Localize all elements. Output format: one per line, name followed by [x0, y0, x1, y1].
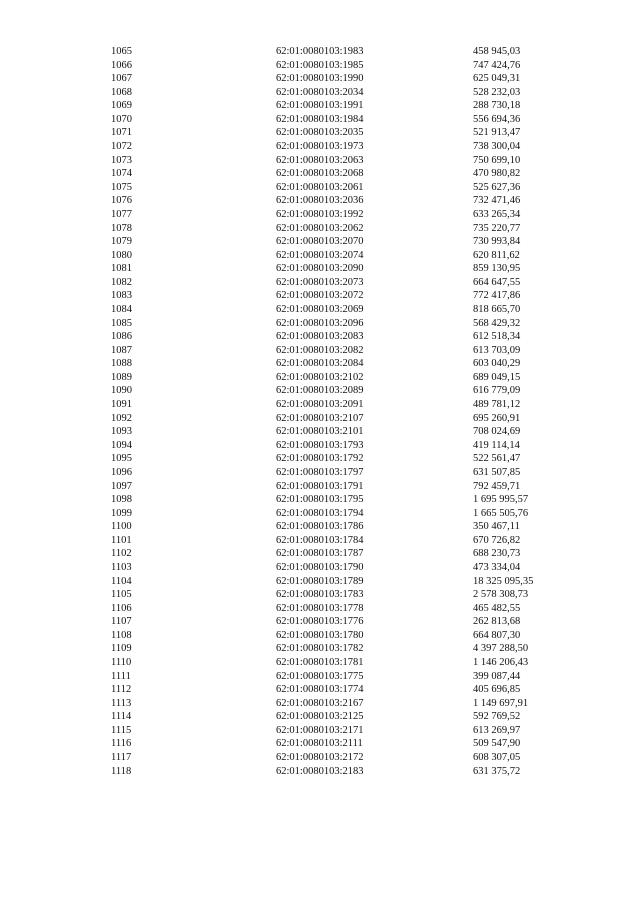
cadastral-number: 62:01:0080103:2072: [276, 290, 364, 302]
cadastral-value: 613 703,09: [473, 344, 521, 356]
table-row: [0, 575, 640, 589]
table-row: [0, 629, 640, 643]
cadastral-number: 62:01:0080103:2074: [276, 249, 364, 261]
cadastral-number: 62:01:0080103:2061: [276, 181, 364, 193]
table-row: [0, 520, 640, 534]
cadastral-value: 525 627,36: [473, 181, 521, 193]
table-row: [0, 222, 640, 236]
cadastral-value: 747 424,76: [473, 59, 521, 71]
row-number: 1073: [111, 154, 132, 166]
row-number: 1104: [111, 575, 132, 587]
table-row: [0, 561, 640, 575]
table-row: [0, 249, 640, 263]
table-row: [0, 466, 640, 480]
cadastral-value: 772 417,86: [473, 290, 521, 302]
cadastral-value: 612 518,34: [473, 331, 521, 343]
row-number: 1094: [111, 439, 132, 451]
table-row: [0, 167, 640, 181]
cadastral-value: 2 578 308,73: [473, 589, 529, 601]
cadastral-number: 62:01:0080103:1795: [276, 494, 364, 506]
row-number: 1086: [111, 331, 132, 343]
row-number: 1109: [111, 643, 132, 655]
row-number: 1088: [111, 358, 132, 370]
row-number: 1100: [111, 521, 132, 533]
cadastral-value: 4 397 288,50: [473, 643, 529, 655]
cadastral-value: 489 781,12: [473, 399, 521, 411]
row-number: 1095: [111, 453, 132, 465]
row-number: 1078: [111, 222, 132, 234]
row-number: 1112: [111, 684, 132, 696]
table-row: [0, 534, 640, 548]
row-number: 1102: [111, 548, 132, 560]
cadastral-value: 708 024,69: [473, 426, 521, 438]
row-number: 1081: [111, 263, 132, 275]
cadastral-value: 859 130,95: [473, 263, 521, 275]
row-number: 1065: [111, 46, 132, 57]
cadastral-value: 1 695 995,57: [473, 494, 529, 506]
table-row: [0, 398, 640, 412]
cadastral-value: 688 230,73: [473, 548, 521, 560]
cadastral-number: 62:01:0080103:2082: [276, 344, 364, 356]
cadastral-number: 62:01:0080103:1973: [276, 141, 364, 153]
cadastral-value: 616 779,09: [473, 385, 521, 397]
cadastral-number: 62:01:0080103:2083: [276, 331, 364, 343]
table-row: [0, 602, 640, 616]
cadastral-value: 695 260,91: [473, 412, 521, 424]
cadastral-value: 689 049,15: [473, 371, 521, 383]
row-number: 1071: [111, 127, 132, 139]
cadastral-number: 62:01:0080103:1776: [276, 616, 364, 628]
cadastral-number: 62:01:0080103:1791: [276, 480, 364, 492]
row-number: 1083: [111, 290, 132, 302]
cadastral-number: 62:01:0080103:2069: [276, 303, 364, 315]
row-number: 1074: [111, 168, 132, 180]
table-row: [0, 99, 640, 113]
table-row: [0, 480, 640, 494]
table-row: [0, 45, 640, 59]
cadastral-value: 664 647,55: [473, 276, 521, 288]
cadastral-value: 735 220,77: [473, 222, 521, 234]
cadastral-value: 750 699,10: [473, 154, 521, 166]
cadastral-value: 620 811,62: [473, 249, 520, 261]
cadastral-number: 62:01:0080103:1775: [276, 670, 364, 682]
cadastral-value: 528 232,03: [473, 86, 521, 98]
table-row: [0, 344, 640, 358]
table-row: [0, 317, 640, 331]
cadastral-value: 18 325 095,35: [473, 575, 534, 587]
table-row: [0, 724, 640, 738]
table-row: [0, 86, 640, 100]
cadastral-number: 62:01:0080103:1797: [276, 466, 364, 478]
table-row: [0, 751, 640, 765]
cadastral-value: 730 993,84: [473, 236, 521, 248]
cadastral-value: 262 813,68: [473, 616, 521, 628]
table-row: [0, 330, 640, 344]
row-number: 1082: [111, 276, 132, 288]
cadastral-number: 62:01:0080103:1992: [276, 208, 364, 220]
cadastral-value: 1 665 505,76: [473, 507, 529, 519]
cadastral-number: 62:01:0080103:1780: [276, 629, 364, 641]
cadastral-number: 62:01:0080103:1784: [276, 534, 364, 546]
cadastral-value: 608 307,05: [473, 752, 521, 764]
cadastral-number: 62:01:0080103:1783: [276, 589, 364, 601]
cadastral-value: 613 269,97: [473, 724, 521, 736]
row-number: 1069: [111, 100, 132, 112]
row-number: 1087: [111, 344, 132, 356]
cadastral-number: 62:01:0080103:1786: [276, 521, 364, 533]
row-number: 1099: [111, 507, 132, 519]
table-row: [0, 59, 640, 73]
row-number: 1093: [111, 426, 132, 438]
cadastral-number: 62:01:0080103:1990: [276, 73, 364, 85]
cadastral-number: 62:01:0080103:2035: [276, 127, 364, 139]
table-row: [0, 357, 640, 371]
row-number: 1108: [111, 629, 132, 641]
table-row: [0, 656, 640, 670]
cadastral-number: 62:01:0080103:1789: [276, 575, 364, 587]
cadastral-number: 62:01:0080103:2089: [276, 385, 364, 397]
cadastral-value: 631 507,85: [473, 466, 521, 478]
cadastral-value: 568 429,32: [473, 317, 521, 329]
cadastral-number: 62:01:0080103:2167: [276, 697, 364, 709]
table-row: [0, 140, 640, 154]
row-number: 1117: [111, 752, 132, 764]
cadastral-number: 62:01:0080103:2096: [276, 317, 364, 329]
cadastral-number: 62:01:0080103:2125: [276, 711, 364, 723]
table-row: [0, 235, 640, 249]
cadastral-number: 62:01:0080103:2107: [276, 412, 364, 424]
table-row: [0, 425, 640, 439]
row-number: 1080: [111, 249, 132, 261]
row-number: 1077: [111, 208, 132, 220]
row-number: 1114: [111, 711, 132, 723]
cadastral-value: 419 114,14: [473, 439, 520, 451]
row-number: 1079: [111, 236, 132, 248]
cadastral-number: 62:01:0080103:1787: [276, 548, 364, 560]
cadastral-number: 62:01:0080103:2171: [276, 724, 364, 736]
cadastral-value: 792 459,71: [473, 480, 521, 492]
cadastral-value: 473 334,04: [473, 561, 521, 573]
cadastral-number: 62:01:0080103:1792: [276, 453, 364, 465]
cadastral-value: 603 040,29: [473, 358, 521, 370]
cadastral-value: 288 730,18: [473, 100, 521, 112]
table-row: [0, 262, 640, 276]
cadastral-number: 62:01:0080103:1991: [276, 100, 364, 112]
row-number: 1118: [111, 765, 132, 777]
cadastral-value: 556 694,36: [473, 113, 521, 125]
row-number: 1067: [111, 73, 132, 85]
table-row: [0, 452, 640, 466]
cadastral-value: 470 980,82: [473, 168, 521, 180]
cadastral-value: 509 547,90: [473, 738, 521, 750]
table-row: [0, 208, 640, 222]
data-table: [0, 45, 640, 778]
table-row: [0, 737, 640, 751]
table-row: [0, 113, 640, 127]
row-number: 1113: [111, 697, 132, 709]
cadastral-value: 350 467,11: [473, 521, 520, 533]
cadastral-value: 405 696,85: [473, 684, 521, 696]
table-row: [0, 588, 640, 602]
row-number: 1090: [111, 385, 132, 397]
row-number: 1085: [111, 317, 132, 329]
cadastral-value: 633 265,34: [473, 208, 521, 220]
cadastral-number: 62:01:0080103:2036: [276, 195, 364, 207]
row-number: 1107: [111, 616, 132, 628]
cadastral-value: 631 375,72: [473, 765, 521, 777]
row-number: 1092: [111, 412, 132, 424]
row-number: 1103: [111, 561, 132, 573]
table-row: [0, 670, 640, 684]
table-row: [0, 642, 640, 656]
table-row: [0, 371, 640, 385]
table-row: [0, 289, 640, 303]
cadastral-number: 62:01:0080103:1774: [276, 684, 364, 696]
row-number: 1068: [111, 86, 132, 98]
table-row: [0, 439, 640, 453]
row-number: 1111: [111, 670, 131, 682]
cadastral-number: 62:01:0080103:1794: [276, 507, 364, 519]
cadastral-number: 62:01:0080103:1984: [276, 113, 364, 125]
cadastral-number: 62:01:0080103:2111: [276, 738, 363, 750]
cadastral-number: 62:01:0080103:2063: [276, 154, 364, 166]
cadastral-value: 1 149 697,91: [473, 697, 529, 709]
cadastral-value: 670 726,82: [473, 534, 521, 546]
row-number: 1101: [111, 534, 132, 546]
row-number: 1105: [111, 589, 132, 601]
table-row: [0, 412, 640, 426]
cadastral-number: 62:01:0080103:2073: [276, 276, 364, 288]
cadastral-number: 62:01:0080103:1985: [276, 59, 364, 71]
table-row: [0, 507, 640, 521]
cadastral-number: 62:01:0080103:1793: [276, 439, 364, 451]
cadastral-value: 738 300,04: [473, 141, 521, 153]
row-number: 1091: [111, 399, 132, 411]
cadastral-value: 521 913,47: [473, 127, 521, 139]
cadastral-number: 62:01:0080103:1781: [276, 657, 364, 669]
cadastral-value: 465 482,55: [473, 602, 521, 614]
cadastral-value: 818 665,70: [473, 303, 521, 315]
cadastral-number: 62:01:0080103:2070: [276, 236, 364, 248]
cadastral-value: 625 049,31: [473, 73, 521, 85]
cadastral-number: 62:01:0080103:2090: [276, 263, 364, 275]
cadastral-number: 62:01:0080103:1790: [276, 561, 364, 573]
row-number: 1098: [111, 494, 132, 506]
cadastral-number: 62:01:0080103:2068: [276, 168, 364, 180]
row-number: 1072: [111, 141, 132, 153]
cadastral-number: 62:01:0080103:1778: [276, 602, 364, 614]
row-number: 1076: [111, 195, 132, 207]
cadastral-value: 1 146 206,43: [473, 657, 529, 669]
table-row: [0, 276, 640, 290]
cadastral-number: 62:01:0080103:2183: [276, 765, 364, 777]
row-number: 1106: [111, 602, 132, 614]
cadastral-number: 62:01:0080103:2101: [276, 426, 364, 438]
row-number: 1096: [111, 466, 132, 478]
cadastral-number: 62:01:0080103:2062: [276, 222, 364, 234]
table-row: [0, 615, 640, 629]
table-row: [0, 126, 640, 140]
table-row: [0, 765, 640, 779]
row-number: 1066: [111, 59, 132, 71]
cadastral-value: 458 945,03: [473, 46, 521, 57]
cadastral-value: 522 561,47: [473, 453, 521, 465]
row-number: 1097: [111, 480, 132, 492]
cadastral-number: 62:01:0080103:1782: [276, 643, 364, 655]
table-row: [0, 710, 640, 724]
row-number: 1070: [111, 113, 132, 125]
cadastral-number: 62:01:0080103:2084: [276, 358, 364, 370]
row-number: 1089: [111, 371, 132, 383]
table-row: [0, 303, 640, 317]
cadastral-value: 592 769,52: [473, 711, 521, 723]
table-row: [0, 683, 640, 697]
row-number: 1075: [111, 181, 132, 193]
table-row: [0, 493, 640, 507]
cadastral-value: 732 471,46: [473, 195, 521, 207]
row-number: 1115: [111, 724, 132, 736]
cadastral-value: 664 807,30: [473, 629, 521, 641]
table-row: [0, 697, 640, 711]
table-row: [0, 384, 640, 398]
cadastral-number: 62:01:0080103:2091: [276, 399, 364, 411]
table-row: [0, 181, 640, 195]
table-row: [0, 154, 640, 168]
cadastral-number: 62:01:0080103:2172: [276, 752, 364, 764]
table-row: [0, 194, 640, 208]
cadastral-number: 62:01:0080103:2102: [276, 371, 364, 383]
cadastral-number: 62:01:0080103:2034: [276, 86, 364, 98]
table-row: [0, 547, 640, 561]
cadastral-value: 399 087,44: [473, 670, 521, 682]
row-number: 1116: [111, 738, 132, 750]
cadastral-number: 62:01:0080103:1983: [276, 46, 364, 57]
table-row: [0, 72, 640, 86]
row-number: 1084: [111, 303, 132, 315]
row-number: 1110: [111, 657, 132, 669]
